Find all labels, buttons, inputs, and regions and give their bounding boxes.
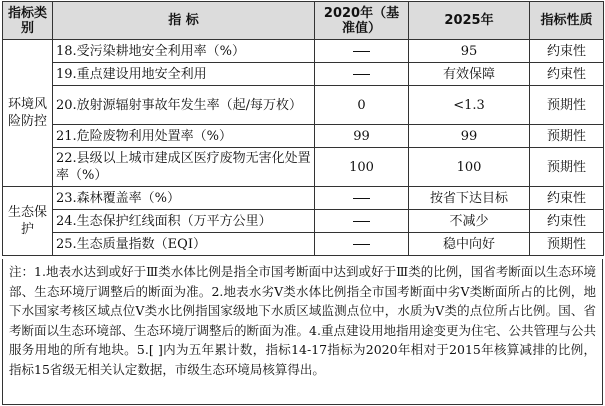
baseline-cell bbox=[315, 233, 409, 256]
category-cell: 生态保护 bbox=[3, 187, 53, 256]
nature-cell: 约束性 bbox=[530, 187, 604, 210]
indicator-cell: 22.县级以上城市建成区医疗废物无害化处置率（%） bbox=[53, 148, 315, 187]
table-row bbox=[3, 63, 604, 86]
nature-cell: 约束性 bbox=[530, 40, 604, 63]
table-row bbox=[3, 86, 604, 125]
table-row bbox=[3, 210, 604, 233]
header-baseline: 2020年（基准值） bbox=[315, 2, 409, 40]
header-indicator: 指 标 bbox=[53, 2, 315, 40]
indicator-cell: 24.生态保护红线面积（万平方公里） bbox=[53, 210, 315, 233]
header-target: 2025年 bbox=[409, 2, 530, 40]
table-row bbox=[3, 40, 604, 63]
table-footnote: 注：1.地表水达到或好于Ⅲ类水体比例是指全市国考断面中达到或好于Ⅲ类的比例，国省考断面以生态环境部、生态环境厅调整后的断面为准。2.地表水劣Ⅴ类水体比例指全市国考断面中劣Ⅴ类断面所占的比例，地下水国家考核区域点位Ⅴ类水比例指国家级地下水质区域监测点位中，水质为Ⅴ类的点位所占比例。国、省考断面以生态环境部、生态环境厅调整后的断面为准。4.重点建设用地指用途变更为住宅、公共管理与公共服务用地的所有地块。5.[ ]内为五年累计数，指标14-17指标为2020年相对于2015年核算减排的比例，指标15省级无相关认定数据，市级生态环境局核算得出。 bbox=[2, 259, 603, 405]
target-cell: <1.3 bbox=[409, 86, 530, 125]
target-cell: 99 bbox=[409, 125, 530, 148]
indicator-cell: 23.森林覆盖率（%） bbox=[53, 187, 315, 210]
nature-cell: 约束性 bbox=[530, 63, 604, 86]
dash-mark bbox=[353, 51, 370, 52]
target-cell: 有效保障 bbox=[409, 63, 530, 86]
target-cell: 按省下达目标 bbox=[409, 187, 530, 210]
nature-cell: 预期性 bbox=[530, 125, 604, 148]
header-category: 指标类别 bbox=[3, 2, 53, 40]
nature-cell: 预期性 bbox=[530, 148, 604, 187]
indicator-cell: 19.重点建设用地安全利用 bbox=[53, 63, 315, 86]
baseline-cell bbox=[315, 63, 409, 86]
nature-cell: 预期性 bbox=[530, 86, 604, 125]
table-row bbox=[3, 233, 604, 256]
header-nature: 指标性质 bbox=[530, 2, 604, 40]
baseline-cell: 99 bbox=[315, 125, 409, 148]
table-header-row bbox=[3, 2, 604, 40]
category-cell: 环境风险防控 bbox=[3, 40, 53, 187]
indicator-cell: 20.放射源辐射事故年发生率（起/每万枚） bbox=[53, 86, 315, 125]
dash-mark bbox=[353, 198, 370, 199]
table-row bbox=[3, 148, 604, 187]
indicator-cell: 21.危险废物利用处置率（%） bbox=[53, 125, 315, 148]
dash-mark bbox=[353, 244, 370, 245]
nature-cell: 预期性 bbox=[530, 233, 604, 256]
baseline-cell: 100 bbox=[315, 148, 409, 187]
dash-mark bbox=[353, 221, 370, 222]
target-cell: 稳中向好 bbox=[409, 233, 530, 256]
baseline-cell: 0 bbox=[315, 86, 409, 125]
indicator-cell: 25.生态质量指数（EQI） bbox=[53, 233, 315, 256]
baseline-cell bbox=[315, 210, 409, 233]
baseline-cell bbox=[315, 187, 409, 210]
indicator-table bbox=[2, 1, 604, 256]
dash-mark bbox=[353, 74, 370, 75]
target-cell: 95 bbox=[409, 40, 530, 63]
target-cell: 100 bbox=[409, 148, 530, 187]
target-cell: 不减少 bbox=[409, 210, 530, 233]
nature-cell: 约束性 bbox=[530, 210, 604, 233]
indicator-cell: 18.受污染耕地安全利用率（%） bbox=[53, 40, 315, 63]
table-row bbox=[3, 125, 604, 148]
table-row bbox=[3, 187, 604, 210]
table-body bbox=[3, 40, 604, 256]
baseline-cell bbox=[315, 40, 409, 63]
